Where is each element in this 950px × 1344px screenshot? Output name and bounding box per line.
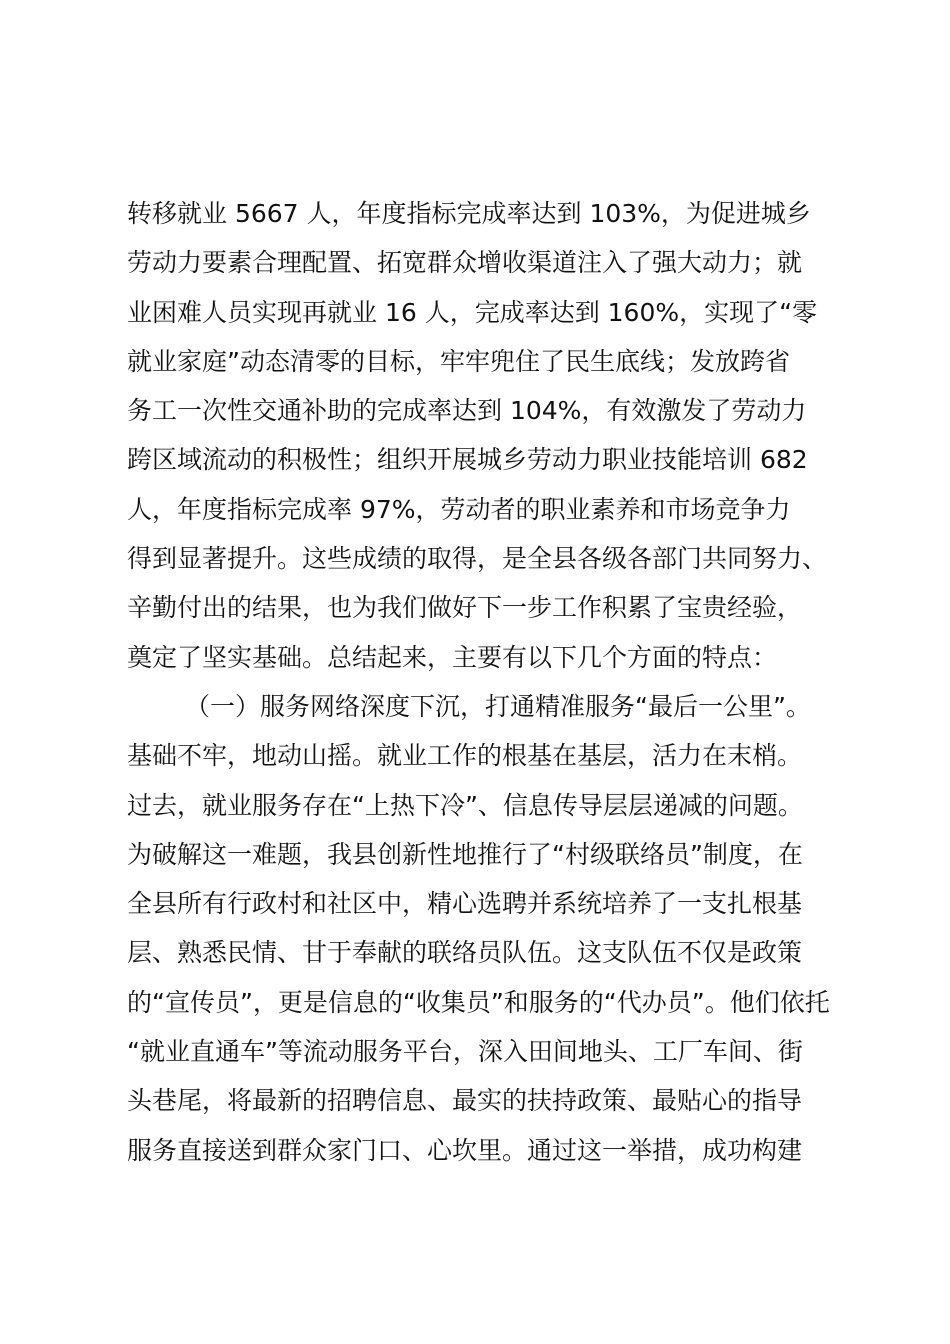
text-line: 服务直接送到群众家门口、心坎里。通过这一举措，成功构建 — [127, 1135, 803, 1165]
text-line: 辛勤付出的结果，也为我们做好下一步工作积累了宝贵经验， — [127, 593, 803, 623]
text-line: 得到显著提升。这些成绩的取得，是全县各级各部门共同努力、 — [127, 544, 828, 574]
text-line: 跨区域流动的积极性；组织开展城乡劳动力职业技能培训 682 — [127, 445, 808, 475]
section-heading: （一）服务网络深度下沉，打通精准服务“最后一公里”。 — [185, 691, 811, 721]
text-line: 过去，就业服务存在“上热下冷”、信息传导层层递减的问题。 — [127, 790, 803, 820]
text-line: 务工一次性交通补助的完成率达到 104%，有效激发了劳动力 — [127, 396, 807, 426]
body-text — [127, 189, 830, 1175]
text-line: 层、熟悉民情、甘于奉献的联络员队伍。这支队伍不仅是政策 — [127, 938, 803, 968]
text-line: “就业直通车”等流动服务平台，深入田间地头、工厂车间、街 — [127, 1037, 803, 1067]
text-line: 就业家庭”动态清零的目标，牢牢兜住了民生底线；发放跨省 — [127, 346, 790, 376]
text-line: 劳动力要素合理配置、拓宽群众增收渠道注入了强大动力；就 — [127, 248, 803, 278]
text-line: 为破解这一难题，我县创新性地推行了“村级联络员”制度，在 — [127, 839, 803, 869]
text-line: 业困难人员实现再就业 16 人，完成率达到 160%，实现了“零 — [127, 297, 818, 327]
text-line: 奠定了坚实基础。总结起来，主要有以下几个方面的特点： — [127, 642, 778, 672]
text-line: 人，年度指标完成率 97%，劳动者的职业素养和市场竞争力 — [127, 494, 791, 524]
text-line: 转移就业 5667 人，年度指标完成率达到 103%，为促进城乡 — [127, 199, 811, 228]
text-line: 全县所有行政村和社区中，精心选聘并系统培养了一支扎根基 — [127, 889, 803, 919]
text-line: 头巷尾，将最新的招聘信息、最实的扶持政策、最贴心的指导 — [127, 1086, 803, 1116]
text-line: 的“宣传员”，更是信息的“收集员”和服务的“代办员”。他们依托 — [127, 987, 830, 1017]
text-line: 基础不牢，地动山摇。就业工作的根基在基层，活力在末梢。 — [127, 741, 803, 771]
